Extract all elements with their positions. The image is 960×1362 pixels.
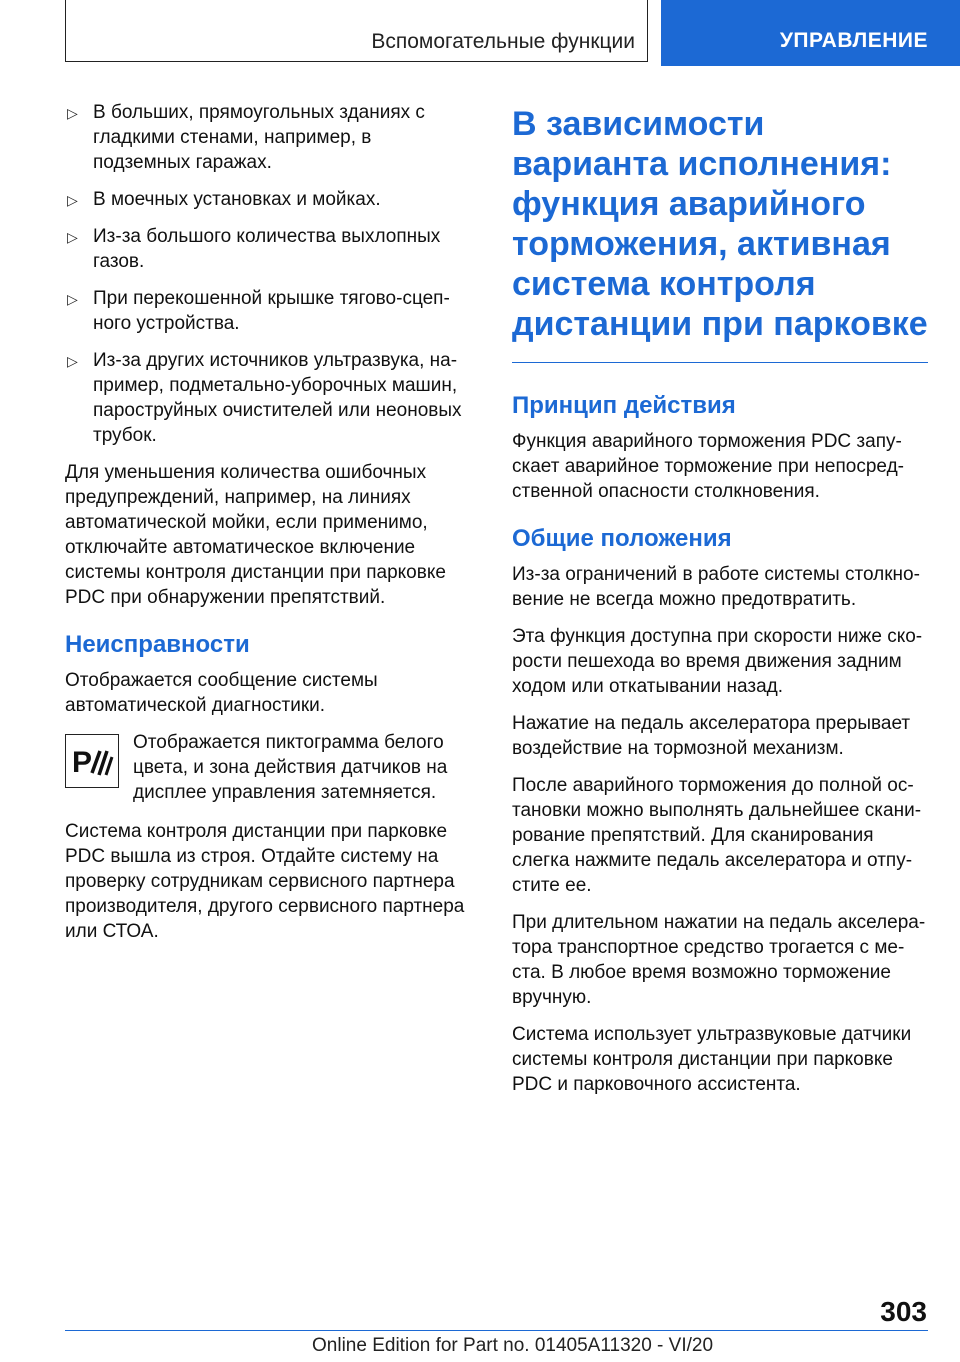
svg-text:P: P (72, 746, 93, 779)
footer-divider (65, 1330, 928, 1331)
paragraph-false-warnings: Для уменьшения количества ошибочных предупреждений, например, на линиях автоматической мойки, если применимо, отключайте автоматическое включение системы контроля дистанции при парковке PDC при обнаружении препятствий. (65, 462, 446, 608)
section-title: В зависимости варианта исполнения: функция аварийного торможения, активная система контроля дистанции при парковке (512, 105, 928, 343)
list-item-text: Из-за большого количества выхлопных газов. (93, 226, 441, 272)
left-column (65, 100, 465, 956)
header-section-box (65, 0, 648, 62)
icon-note-text: Отображается пиктограмма белого цвета, и зона действия датчиков на дисплее управления затемняется. (133, 732, 448, 803)
list-item (65, 348, 465, 448)
triangle-right-outline-icon: ▷ (67, 291, 78, 307)
icon-note (65, 730, 465, 805)
list-item-text: Из-за других источников ультразвука, например, подметально-уборочных машин, пароструйных очистителей или неоновых трубок. (93, 350, 462, 446)
list-item-text: При перекошенной крышке тягово-сцепного устройства. (93, 288, 450, 334)
paragraph-fault-message: Отображается сообщение системы автоматической диагностики. (65, 670, 378, 716)
header-chapter-title: УПРАВЛЕНИЕ (779, 29, 928, 52)
header-section-title: Вспомогательные функции (371, 30, 635, 53)
paragraph-principle: Функция аварийного торможения PDC запускает аварийное торможение при непосредственной опасности столкновения. (512, 431, 904, 502)
triangle-right-outline-icon: ▷ (67, 229, 78, 245)
title-divider (512, 362, 928, 363)
list-item-text: В моечных установках и мойках. (93, 189, 381, 210)
heading-faults: Неисправности (65, 631, 250, 658)
triangle-right-outline-icon: ▷ (67, 192, 78, 208)
page-number: 303 (880, 1296, 927, 1327)
parking-sensor-icon (65, 734, 119, 788)
paragraph-general: При длительном нажатии на педаль акселератора транспортное средство трогается с места. В любое время возможно торможение вручную. (512, 912, 926, 1008)
header-chapter-tab (661, 0, 960, 66)
list-item (65, 224, 465, 274)
heading-general: Общие положения (512, 525, 732, 552)
list-item-text: В больших, прямоугольных зданиях с гладкими стенами, например, в подземных гаражах. (93, 102, 425, 173)
paragraph-general: Нажатие на педаль акселератора прерывает воздействие на тормозной механизм. (512, 713, 911, 759)
heading-principle: Принцип действия (512, 392, 736, 419)
paragraph-general: Система использует ультразвуковые датчики системы контроля дистанции при парковке PDC и парковочного ассистента. (512, 1024, 912, 1095)
paragraph-general: После аварийного торможения до полной остановки можно выполнять дальнейшее сканирование препятствий. Для сканирования слегка нажмите педаль акселератора и отпустите ее. (512, 775, 922, 896)
triangle-right-outline-icon: ▷ (67, 353, 78, 369)
paragraph-general: Из-за ограничений в работе системы столкновение не всегда можно предотвратить. (512, 564, 920, 610)
paragraph-system-failure: Система контроля дистанции при парковке PDC вышла из строя. Отдайте систему на проверку сотрудникам сервисного партнера производителя, другого сервисного партнера или СТОА. (65, 821, 465, 942)
list-item (65, 286, 465, 336)
paragraph-general: Эта функция доступна при скорости ниже скорости пешехода во время движения задним ходом или откатывании назад. (512, 626, 923, 697)
footer-edition: Online Edition for Part no. 01405A11320 - VI/20 (312, 1335, 714, 1356)
right-column (512, 104, 928, 1109)
triangle-right-outline-icon: ▷ (67, 105, 78, 121)
list-item (65, 100, 465, 175)
list-item (65, 187, 465, 212)
